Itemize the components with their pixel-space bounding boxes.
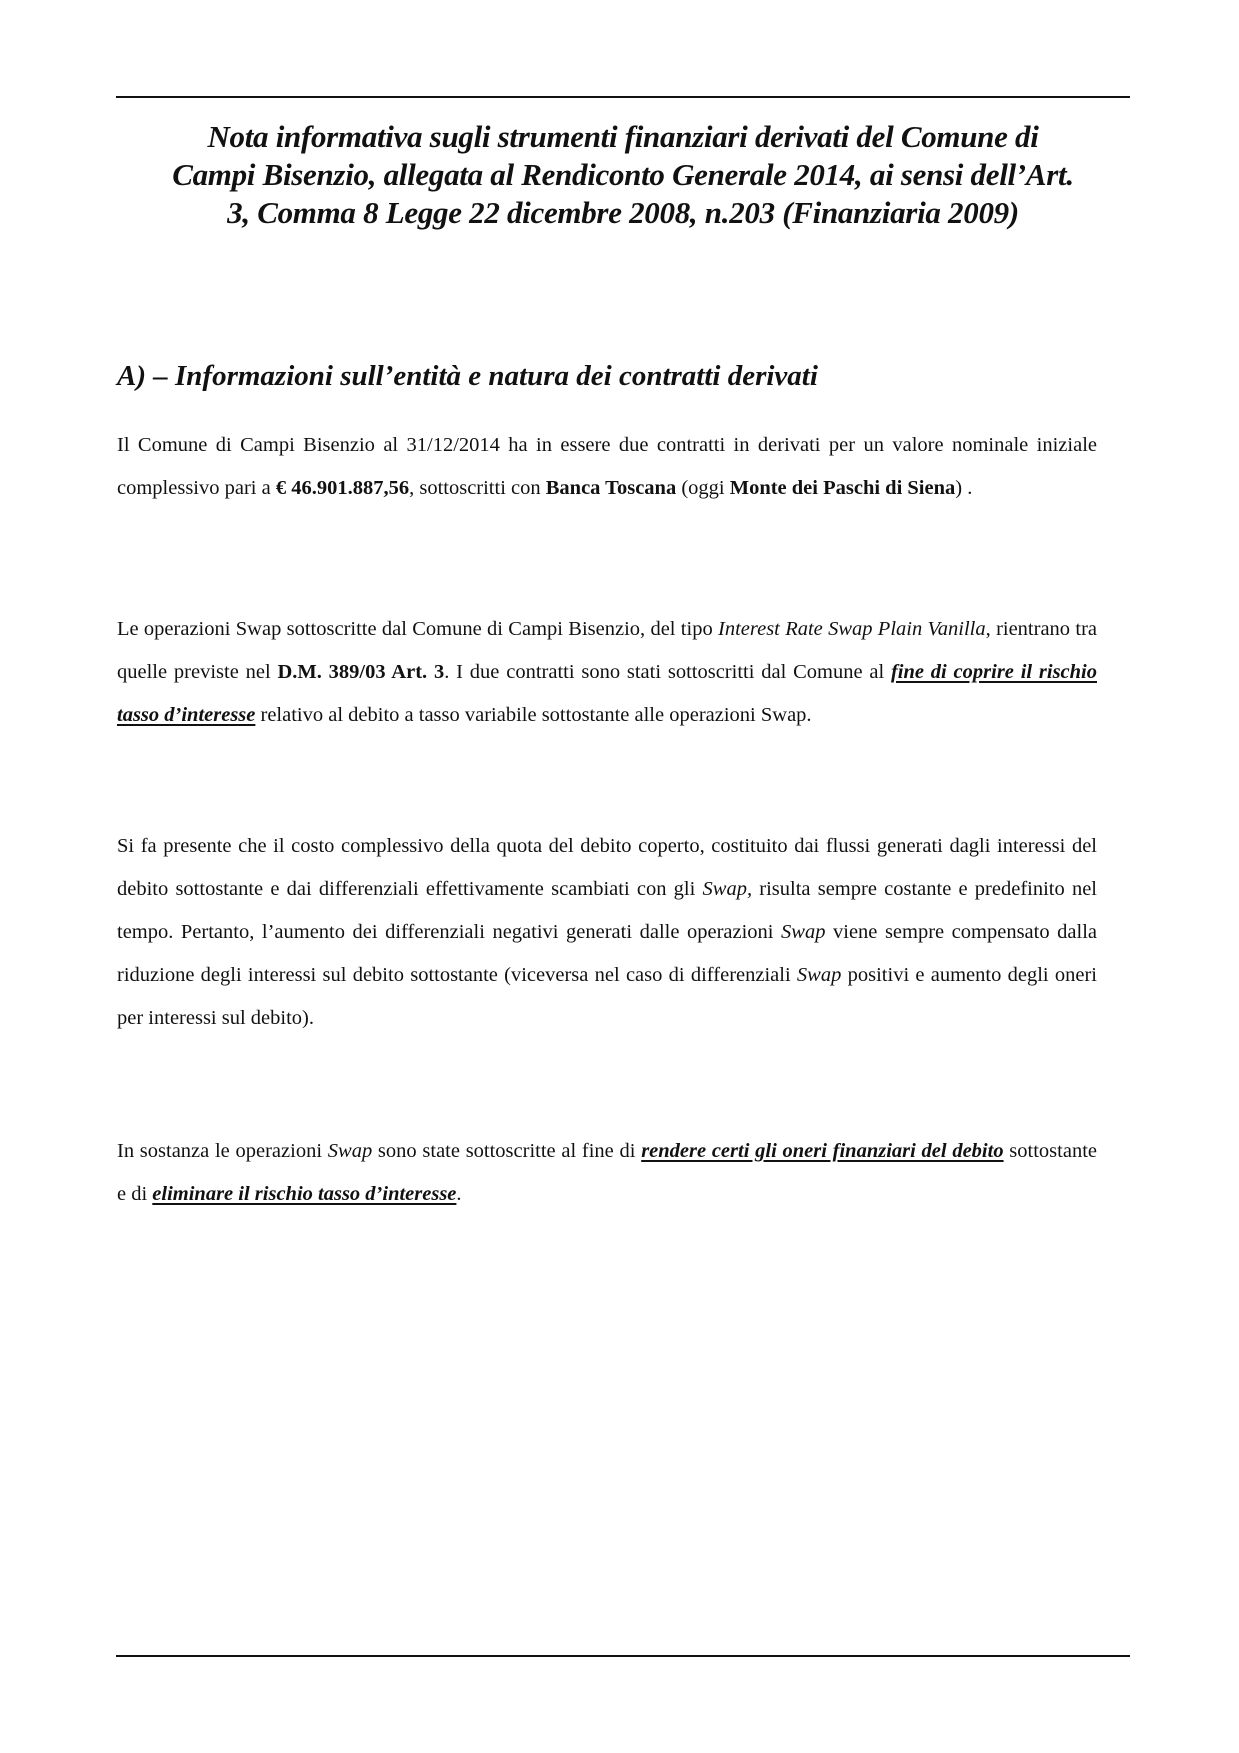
text: . I due contratti sono stati sottoscritti dal Comune al	[444, 661, 891, 683]
text: Si fa presente che il costo complessivo della quota del debito coperto, costituito dai flussi generati dagli interessi del debito sottostante e dai differenziali effettivamente scambiati con gli	[117, 835, 1097, 900]
text: ) .	[955, 477, 973, 499]
paragraph-cost	[117, 825, 1097, 1040]
text: , sottoscritti con	[409, 477, 546, 499]
title-line: Campi Bisenzio, allegata al Rendiconto Generale 2014, ai sensi dell’Art.	[172, 157, 1074, 192]
law-reference: D.M. 389/03 Art. 3	[277, 661, 445, 683]
text: relativo al debito a tasso variabile sottostante alle operazioni Swap.	[255, 704, 812, 726]
document-title	[116, 118, 1130, 232]
section-heading: A) – Informazioni sull’entità e natura dei contratti derivati	[117, 360, 818, 392]
goal-emphasis: eliminare il rischio tasso d’interesse	[152, 1183, 457, 1205]
text: Le operazioni Swap sottoscritte dal Comune di Campi Bisenzio, del tipo	[117, 618, 719, 640]
goal-emphasis: rendere certi gli oneri finanziari del debito	[641, 1140, 1004, 1162]
text: .	[456, 1183, 462, 1205]
text: In sostanza le operazioni	[117, 1140, 328, 1162]
bank-name: Banca Toscana	[545, 477, 677, 499]
paragraph-contracts	[117, 424, 1097, 510]
text: Il Comune di Campi Bisenzio al 31/12/2014 ha in essere due contratti in derivati per un valore nominale iniziale complessivo pari a	[117, 434, 1097, 499]
swap-type: Interest Rate Swap Plain Vanilla	[718, 618, 986, 640]
swap-term: Swap,	[702, 878, 753, 900]
swap-term: Swap	[327, 1140, 373, 1162]
paragraph-summary	[117, 1130, 1097, 1216]
text: sottostante e di	[117, 1140, 1097, 1205]
text: risulta sempre costante e predefinito nel tempo. Pertanto, l’aumento dei differenziali negativi generati dalle operazioni	[117, 878, 1097, 943]
title-line: Nota informativa sugli strumenti finanziari derivati del Comune di	[207, 119, 1039, 154]
text: sono state sottoscritte al fine di	[372, 1140, 642, 1162]
footer-rule	[116, 1655, 1130, 1657]
text: positivi e aumento degli oneri per interessi sul debito).	[117, 964, 1097, 1029]
swap-term: Swap	[796, 964, 842, 986]
swap-term: Swap	[781, 921, 826, 943]
text: viene sempre compensato dalla riduzione degli interessi sul debito sottostante (viceversa nel caso di differenziali	[117, 921, 1097, 986]
purpose-emphasis: fine di coprire il rischio tasso d’interesse	[117, 661, 1098, 726]
bank-current-name: Monte dei Paschi di Siena	[729, 477, 956, 499]
text: (oggi	[676, 477, 730, 499]
title-line: 3, Comma 8 Legge 22 dicembre 2008, n.203 (Finanziaria 2009)	[227, 195, 1019, 230]
nominal-amount: € 46.901.887,56	[275, 477, 410, 499]
paragraph-swap-type	[117, 608, 1097, 737]
text: , rientrano tra quelle previste nel	[117, 618, 1097, 683]
header-rule	[116, 96, 1130, 98]
